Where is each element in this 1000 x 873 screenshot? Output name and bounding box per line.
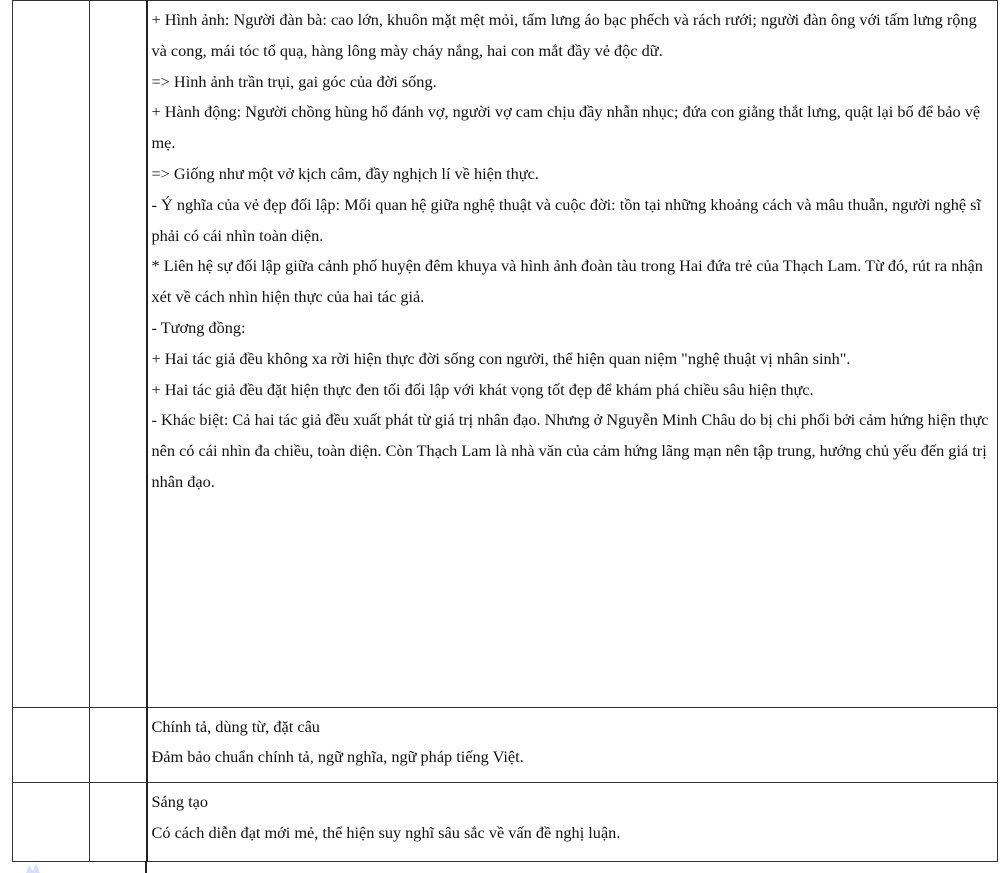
content-line: => Giống như một vở kịch câm, đầy nghịch lí về hiện thực. bbox=[151, 163, 539, 183]
content-line: - Ý nghĩa của vẻ đẹp đối lập: Mối quan hệ giữa nghệ thuật và cuộc đời: tồn tại những khoảng cách và mâu thuẫn, người nghệ sĩ phải có cái nhìn toàn diện. bbox=[151, 194, 982, 245]
section-cell bbox=[13, 1, 90, 708]
table-row bbox=[13, 1, 998, 708]
content-line: + Hai tác giả đều đặt hiện thực đen tối đối lập với khát vọng tốt đẹp để khám phá chiều sâu hiện thực. bbox=[151, 379, 814, 399]
section-cell bbox=[13, 782, 90, 861]
watermark-icon bbox=[25, 862, 41, 873]
criterion-detail: Đảm bảo chuẩn chính tả, ngữ nghĩa, ngữ pháp tiếng Việt. bbox=[151, 747, 524, 767]
table-row bbox=[13, 782, 998, 861]
content-cell bbox=[147, 707, 998, 782]
content-cell bbox=[147, 782, 998, 861]
content-line: + Hình ảnh: Người đàn bà: cao lớn, khuôn mặt mệt mỏi, tấm lưng áo bạc phếch và rách rưới; người đàn ông với tấm lưng rộng và cong, mái tóc tổ quạ, hàng lông mày cháy nắng, hai con mắt đầy vẻ độc dữ. bbox=[151, 10, 977, 60]
content-line: - Khác biệt: Cả hai tác giả đều xuất phát từ giá trị nhân đạo. Nhưng ở Nguyễn Minh Châu do bị chi phối bởi cảm hứng hiện thực nên có cái nhìn đa chiều, toàn diện. Còn Thạch Lam là nhà văn của cảm hứng lãng mạn nên tập trung, hướng chủ yếu đến giá trị nhân đạo. bbox=[151, 410, 989, 491]
content-text bbox=[148, 1, 998, 498]
content-line: - Tương đồng: bbox=[151, 317, 246, 337]
table-row bbox=[13, 707, 998, 782]
criterion-detail: Có cách diễn đạt mới mẻ, thể hiện suy nghĩ sâu sắc về vấn đề nghị luận. bbox=[151, 822, 621, 842]
content-line: + Hành động: Người chồng hùng hổ đánh vợ, người vợ cam chịu đầy nhẫn nhục; đứa con giằng thắt lưng, quật lại bố để bảo vệ mẹ. bbox=[151, 102, 981, 153]
score-cell bbox=[90, 782, 147, 861]
content-text bbox=[148, 708, 998, 774]
content-text bbox=[148, 783, 998, 849]
content-line: + Hai tác giả đều không xa rời hiện thực đời sống con người, thể hiện quan niệm "nghệ thuật vị nhân sinh". bbox=[151, 348, 851, 368]
score-cell bbox=[90, 707, 147, 782]
content-cell bbox=[147, 1, 998, 708]
section-cell bbox=[13, 707, 90, 782]
criterion-heading: Chính tả, dùng từ, đặt câu bbox=[151, 716, 320, 736]
rubric-table bbox=[12, 0, 998, 862]
content-line: => Hình ảnh trần trụi, gai góc của đời sống. bbox=[151, 71, 437, 91]
content-line: * Liên hệ sự đối lập giữa cảnh phố huyện đêm khuya và hình ảnh đoàn tàu trong Hai đứa trẻ của Thạch Lam. Từ đó, rút ra nhận xét về cách nhìn hiện thực của hai tác giả. bbox=[151, 256, 983, 307]
table-border-stub bbox=[145, 861, 147, 873]
criterion-heading: Sáng tạo bbox=[151, 791, 209, 811]
score-cell bbox=[90, 1, 147, 708]
